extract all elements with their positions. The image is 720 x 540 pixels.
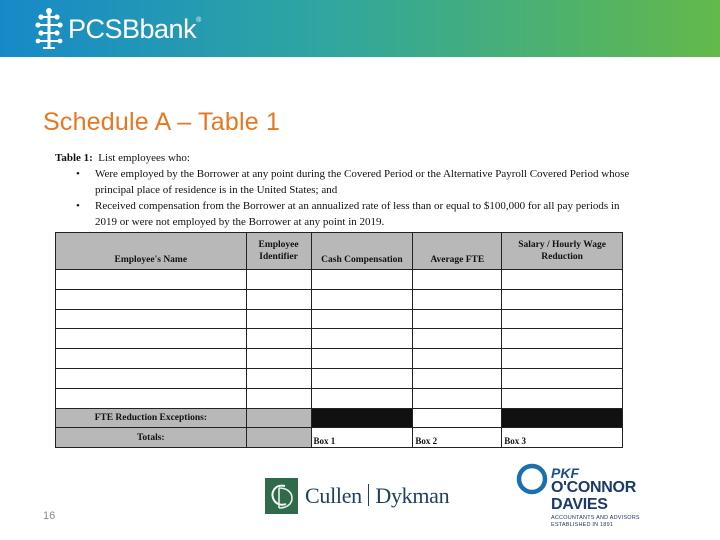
cell[interactable] bbox=[311, 309, 413, 329]
box-3-field[interactable]: Box 3 bbox=[502, 428, 623, 448]
cell[interactable] bbox=[413, 329, 502, 349]
cell-shaded bbox=[246, 408, 311, 428]
pkf-circle-icon bbox=[515, 462, 549, 501]
table-row bbox=[56, 270, 623, 290]
bullet-item: • Were employed by the Borrower at any point during the Covered Period or the Alternative Payroll Covered Period whose principal place of residence is in the United States; and bbox=[76, 168, 630, 196]
schedule-table bbox=[55, 232, 623, 448]
cell[interactable] bbox=[56, 289, 247, 309]
cell[interactable] bbox=[502, 349, 623, 369]
cell[interactable] bbox=[311, 289, 413, 309]
cell[interactable] bbox=[311, 329, 413, 349]
box-1-field[interactable]: Box 1 bbox=[311, 428, 413, 448]
cell[interactable] bbox=[246, 349, 311, 369]
cell[interactable] bbox=[246, 309, 311, 329]
bullet-icon: • bbox=[76, 200, 80, 212]
pkf-badge-text: PKF bbox=[551, 465, 579, 481]
table-row bbox=[56, 388, 623, 408]
cell[interactable] bbox=[246, 388, 311, 408]
table-header-row bbox=[56, 233, 623, 270]
cell[interactable] bbox=[56, 388, 247, 408]
header-cash-compensation: Cash Compensation bbox=[311, 233, 413, 270]
divider bbox=[368, 484, 370, 506]
davies-text: DAVIES bbox=[551, 496, 608, 513]
cell[interactable] bbox=[311, 270, 413, 290]
cell[interactable] bbox=[413, 289, 502, 309]
cd-monogram-icon bbox=[265, 478, 298, 514]
cell[interactable] bbox=[502, 368, 623, 388]
table-row bbox=[56, 329, 623, 349]
cell[interactable] bbox=[246, 270, 311, 290]
cell[interactable] bbox=[502, 309, 623, 329]
bullet-item: • Received compensation from the Borrower at an annualized rate of less than or equal to $100,000 for all pay periods in 2019 or were not employed by the Borrower at any point in 2019. bbox=[76, 200, 620, 228]
header-average-fte: Average FTE bbox=[413, 233, 502, 270]
totals-row bbox=[56, 428, 623, 448]
cell[interactable] bbox=[311, 368, 413, 388]
cell[interactable] bbox=[502, 289, 623, 309]
cell[interactable] bbox=[56, 270, 247, 290]
cell[interactable] bbox=[413, 368, 502, 388]
cell[interactable] bbox=[413, 309, 502, 329]
cell[interactable] bbox=[311, 388, 413, 408]
fte-exceptions-input[interactable] bbox=[413, 408, 502, 428]
cell[interactable] bbox=[413, 388, 502, 408]
cell-blocked bbox=[502, 408, 623, 428]
fte-exceptions-label: FTE Reduction Exceptions: bbox=[56, 408, 247, 428]
fte-exceptions-row bbox=[56, 408, 623, 428]
table-row bbox=[56, 309, 623, 329]
cell[interactable] bbox=[502, 329, 623, 349]
cell[interactable] bbox=[502, 388, 623, 408]
cell[interactable] bbox=[56, 368, 247, 388]
slide-title: Schedule A – Table 1 bbox=[43, 108, 281, 136]
cell[interactable] bbox=[246, 289, 311, 309]
cell[interactable] bbox=[56, 329, 247, 349]
header-employee-identifier: Employee Identifier bbox=[246, 233, 311, 270]
cell[interactable] bbox=[502, 270, 623, 290]
header-employee-name: Employee's Name bbox=[56, 233, 247, 270]
cell[interactable] bbox=[56, 309, 247, 329]
cell-shaded bbox=[246, 428, 311, 448]
cell[interactable] bbox=[311, 349, 413, 369]
table-row bbox=[56, 368, 623, 388]
cell[interactable] bbox=[246, 329, 311, 349]
bullet-icon: • bbox=[76, 168, 80, 180]
bullet-list bbox=[55, 166, 635, 230]
cell[interactable] bbox=[413, 270, 502, 290]
cell[interactable] bbox=[56, 349, 247, 369]
pcsb-logo[interactable] bbox=[34, 6, 201, 52]
cell-blocked bbox=[311, 408, 413, 428]
oconnor-text: O'CONNOR bbox=[551, 479, 636, 496]
cullen-dykman-wordmark: Cullen Dykman bbox=[305, 483, 450, 508]
cullen-dykman-logo[interactable] bbox=[265, 476, 449, 516]
header-band bbox=[0, 0, 720, 57]
totals-label: Totals: bbox=[56, 428, 247, 448]
cell[interactable] bbox=[413, 349, 502, 369]
table-row bbox=[56, 349, 623, 369]
established-text: ESTABLISHED IN 1891 bbox=[551, 522, 614, 528]
pkf-oconnor-davies-logo[interactable] bbox=[515, 462, 655, 532]
document-excerpt bbox=[55, 150, 635, 230]
box-2-field[interactable]: Box 2 bbox=[413, 428, 502, 448]
brand-name: PCSBbank® bbox=[68, 14, 201, 44]
table-intro: Table 1: List employees who: bbox=[55, 152, 190, 164]
header-salary-reduction: Salary / Hourly Wage Reduction bbox=[502, 233, 623, 270]
cell[interactable] bbox=[246, 368, 311, 388]
table-row bbox=[56, 289, 623, 309]
tagline-text: ACCOUNTANTS AND ADVISORS bbox=[551, 515, 640, 521]
page-number: 16 bbox=[43, 510, 56, 522]
tree-icon bbox=[34, 7, 64, 51]
